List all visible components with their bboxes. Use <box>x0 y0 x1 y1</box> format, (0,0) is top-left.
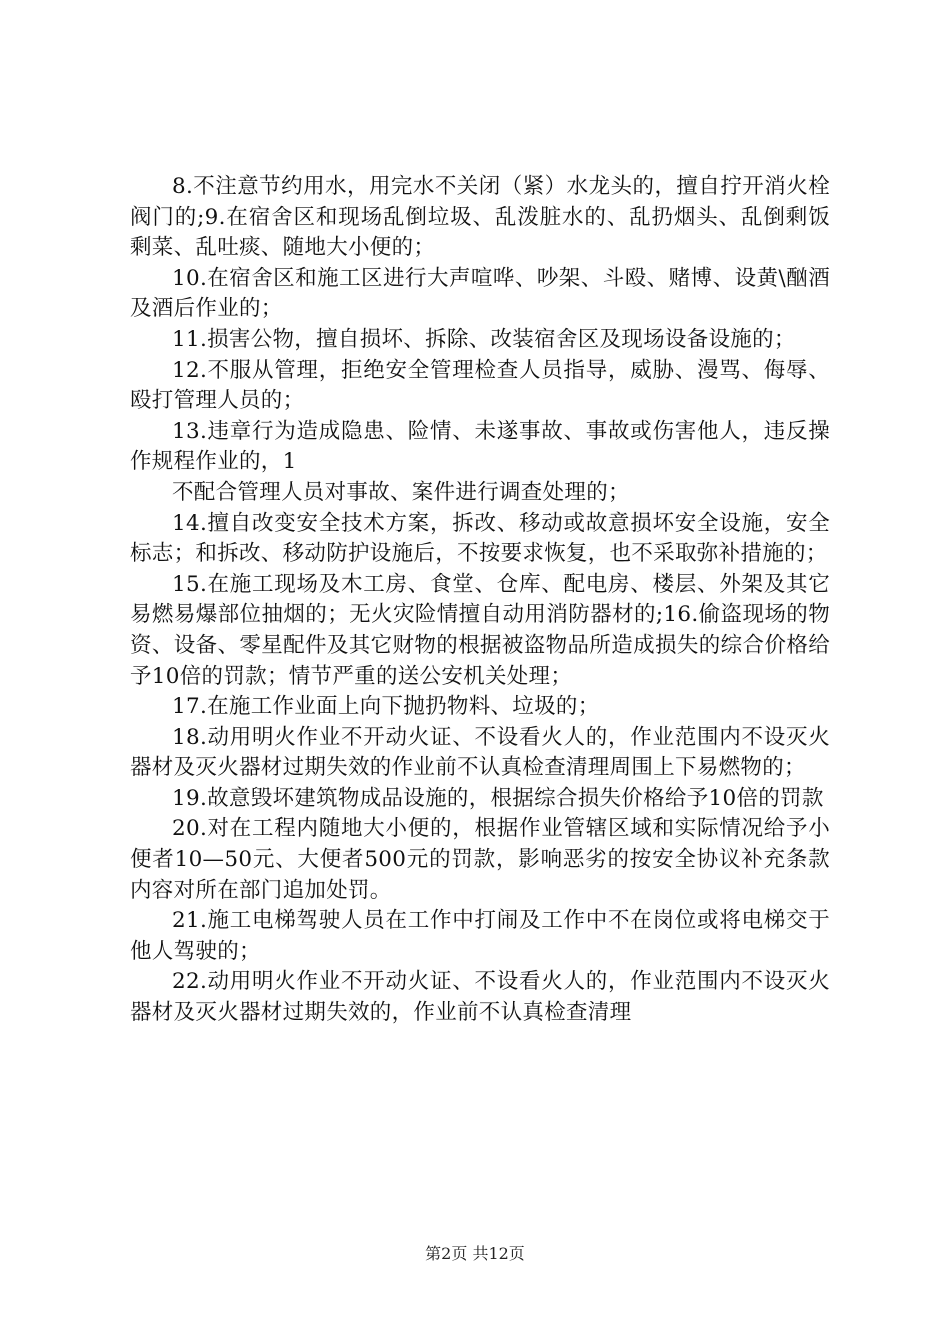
paragraph-item-14: 14.擅自改变安全技术方案，拆改、移动或故意损坏安全设施，安全标志；和拆改、移动防护设施后，不按要求恢复，也不采取弥补措施的； <box>130 510 830 567</box>
paragraph-item-21: 21.施工电梯驾驶人员在工作中打闹及工作中不在岗位或将电梯交于他人驾驶的； <box>130 908 830 964</box>
paragraph-item-22: 22.动用明火作业不开动火证、不设看火人的，作业范围内不设灭火器材及灭火器材过期失效的，作业前不认真检查清理 <box>130 969 830 1026</box>
paragraph-item-13: 13.违章行为造成隐患、险情、未遂事故、事故或伤害他人，违反操作规程作业的，1 <box>130 418 830 475</box>
paragraph-item-20: 20.对在工程内随地大小便的，根据作业管辖区域和实际情况给予小便者10—50元、大便者500元的罚款，影响恶劣的按安全协议补充条款内容对所在部门追加处罚。 <box>130 816 830 903</box>
paragraph-item-11: 11.损害公物，擅自损坏、拆除、改装宿舍区及现场设备设施的； <box>172 326 796 352</box>
paragraph-item-18: 18.动用明火作业不开动火证、不设看火人的，作业范围内不设灭火器材及灭火器材过期失效的作业前不认真检查清理周围上下易燃物的； <box>130 724 830 781</box>
paragraph-item-10: 10.在宿舍区和施工区进行大声喧哗、吵架、斗殴、赌博、设黄\酗酒及酒后作业的； <box>130 265 830 322</box>
paragraph-item-12: 12.不服从管理，拒绝安全管理检查人员指导，威胁、漫骂、侮辱、殴打管理人员的； <box>130 357 830 414</box>
document-body <box>130 172 830 1029</box>
paragraph-item-8-9: 8.不注意节约用水，用完水不关闭（紧）水龙头的，擅自拧开消火栓阀门的;9.在宿舍区和现场乱倒垃圾、乱泼脏水的、乱扔烟头、乱倒剩饭剩菜、乱吐痰、随地大小便的； <box>130 174 830 261</box>
paragraph-item-13-continued: 不配合管理人员对事故、案件进行调查处理的； <box>172 479 630 505</box>
paragraph-item-15-16: 15.在施工现场及木工房、食堂、仓库、配电房、楼层、外架及其它易燃易爆部位抽烟的；无火灾险情擅自动用消防器材的;16.偷盗现场的物资、设备、零星配件及其它财物的根据被盗物品所造成损失的综合价格给予10倍的罚款；情节严重的送公安机关处理； <box>130 571 830 689</box>
page-footer: 第2页 共12页 <box>425 1244 525 1263</box>
paragraph-item-17: 17.在施工作业面上向下抛扔物料、垃圾的； <box>172 694 600 720</box>
paragraph-item-19: 19.故意毁坏建筑物成品设施的，根据综合损失价格给予10倍的罚款 <box>172 785 824 811</box>
